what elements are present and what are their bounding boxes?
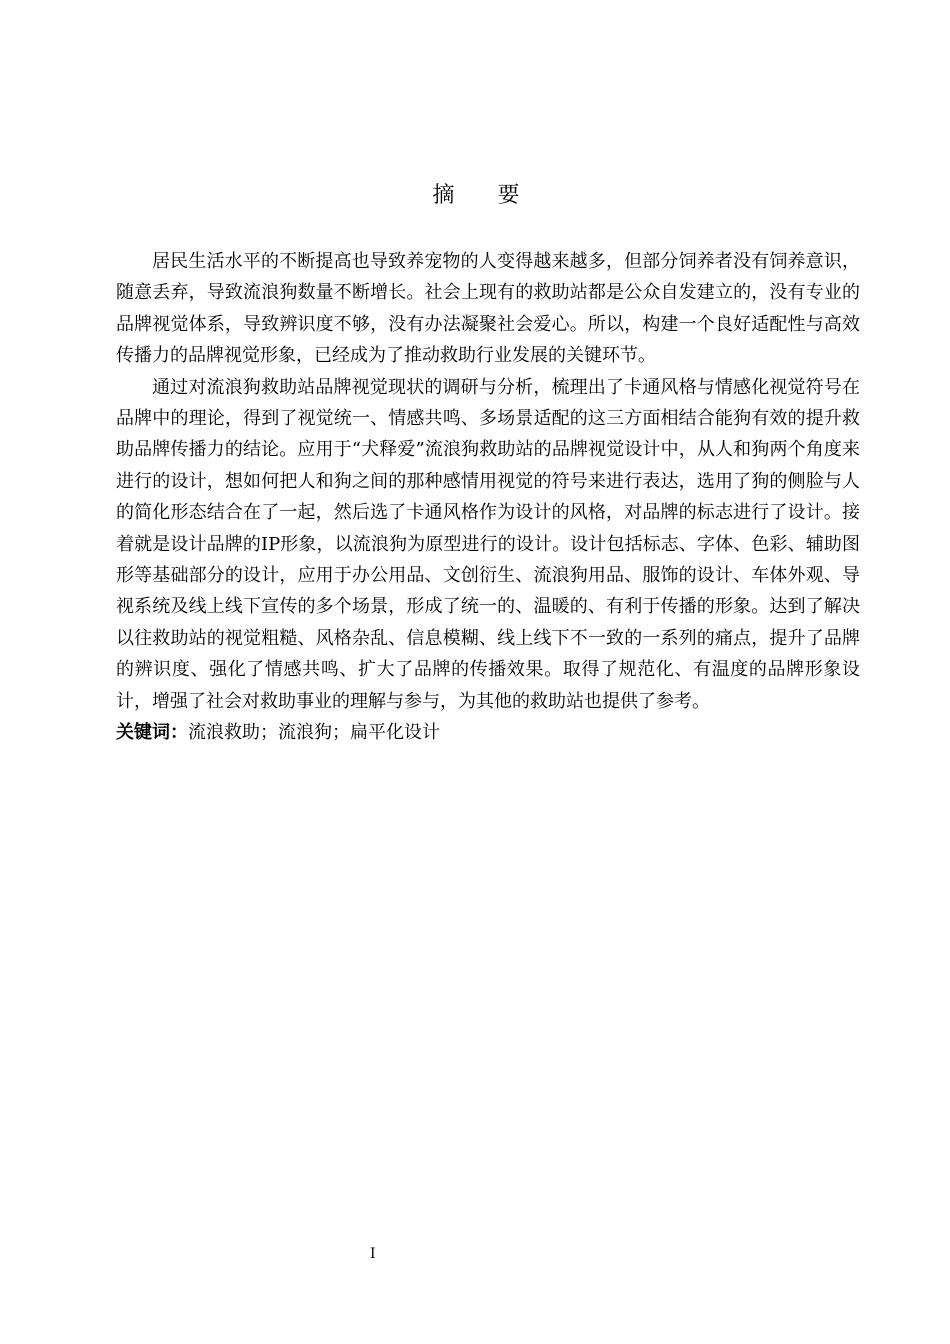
page-number: I xyxy=(370,1246,376,1262)
abstract-paragraph-2: 通过对流浪狗救助站品牌视觉现状的调研与分析，梳理出了卡通风格与情感化视觉符号在品牌中的理论，得到了视觉统一、情感共鸣、多场景适配的这三方面相结合能狗有效的提升救助品牌传播力的结论。应用于“犬释爱”流浪狗救助站的品牌视觉设计中，从人和狗两个角度来进行的设计，想如何把人和狗之间的那种感情用视觉的符号来进行表达，选用了狗的侧脸与人的简化形态结合在了一起，然后选了卡通风格作为设计的风格，对品牌的标志进行了设计。接着就是设计品牌的IP形象，以流浪狗为原型进行的设计。设计包括标志、字体、色彩、辅助图形等基础部分的设计，应用于办公用品、文创衍生、流浪狗用品、服饰的设计、车体外观、导视系统及线上线下宣传的多个场景，形成了统一的、温暖的、有利于传播的形象。达到了解决以往救助站的视觉粗糙、风格杂乱、信息模糊、线上线下不一致的一系列的痛点，提升了品牌的辨识度、强化了情感共鸣、扩大了品牌的传播效果。取得了规范化、有温度的品牌形象设计，增强了社会对救助事业的理解与参与，为其他的救助站也提供了参考。 xyxy=(116,376,860,712)
keywords-value: 流浪救助；流浪狗；扁平化设计 xyxy=(188,722,440,744)
keywords-line xyxy=(116,717,860,748)
abstract-body xyxy=(116,246,860,749)
abstract-paragraph-1: 居民生活水平的不断提高也导致养宠物的人变得越来越多，但部分饲养者没有饲养意识，随意丢弃，导致流浪狗数量不断增长。社会上现有的救助站都是公众自发建立的，没有专业的品牌视觉体系，导致辨识度不够，没有办法凝聚社会爱心。所以，构建一个良好适配性与高效传播力的品牌视觉形象，已经成为了推动救助行业发展的关键环节。 xyxy=(116,251,860,367)
keywords-label: 关键词： xyxy=(116,722,188,744)
abstract-title: 摘 要 xyxy=(432,183,538,208)
